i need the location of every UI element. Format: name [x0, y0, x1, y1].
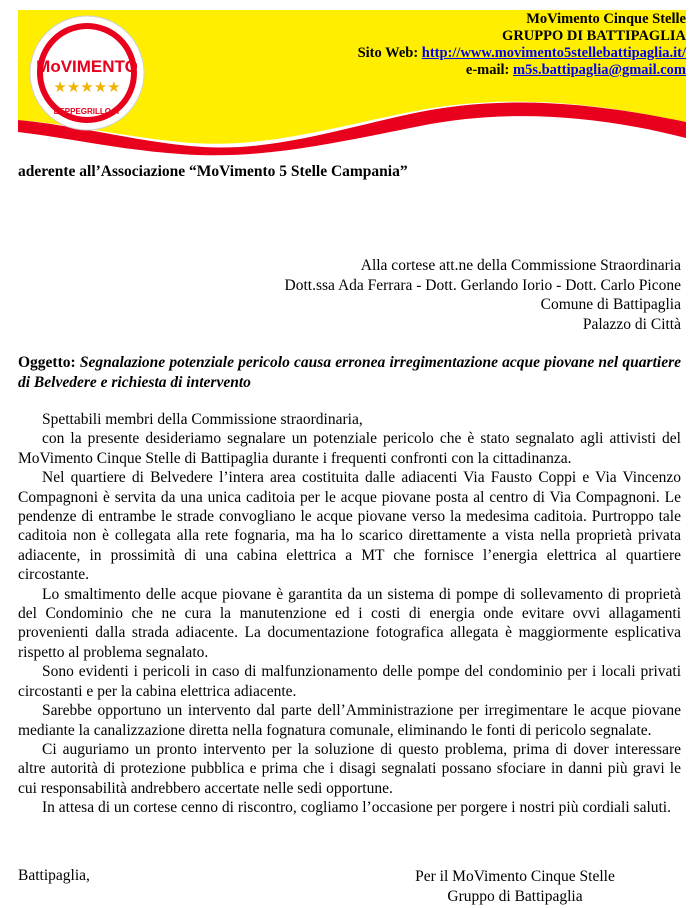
logo-text: MoVIMENTO	[36, 57, 138, 76]
website-label: Sito Web:	[357, 45, 419, 61]
email-row	[358, 62, 686, 79]
subject-text: Segnalazione potenziale pericolo causa erronea irregimentazione acque piovane nel quartiere di Belvedere e richiesta di intervento	[18, 354, 681, 391]
recipient-line: Comune di Battipaglia	[540, 296, 681, 313]
association-line: aderente all’Associazione “MoVimento 5 Stelle Campania”	[18, 163, 408, 180]
m5s-logo	[28, 14, 146, 132]
signature-line: Per il MoVimento Cinque Stelle	[415, 868, 615, 885]
website-row	[358, 45, 686, 62]
body-paragraph: Sarebbe opportuno un intervento dal parte dell’Amministrazione per irregimentare le acque piovane mediante la canalizzazione diretta nella fognatura comunale, eliminando le fonti di pericolo segnalate.	[18, 702, 681, 739]
website-link[interactable]: http://www.movimento5stellebattipaglia.it/	[421, 45, 686, 61]
subject-block	[18, 353, 681, 392]
subject-label: Oggetto:	[18, 354, 76, 371]
email-link[interactable]: m5s.battipaglia@gmail.com	[513, 62, 686, 78]
recipient-line: Alla cortese att.ne della Commissione Straordinaria	[360, 257, 681, 274]
group-name: GRUPPO DI BATTIPAGLIA	[502, 28, 686, 44]
recipient-line: Palazzo di Città	[582, 315, 681, 333]
body-paragraph: Sono evidenti i pericoli in caso di malfunzionamento delle pompe del condominio per i locali privati circostanti e per la cabina elettrica adiacente.	[18, 663, 681, 700]
org-name: MoVimento Cinque Stelle	[526, 11, 686, 27]
signature-line: Gruppo di Battipaglia	[447, 887, 583, 905]
closing-place: Battipaglia,	[18, 867, 90, 884]
body-paragraph: con la presente desideriamo segnalare un potenziale pericolo che è stato segnalato agli attivisti del MoVimento Cinque Stelle di Battipaglia durante i frequenti confronti con la cittadinanza.	[18, 430, 681, 467]
logo-subtext: BEPPEGRILLO.IT	[53, 107, 121, 116]
logo-stars: ★★★★★	[53, 80, 121, 96]
body-paragraph: In attesa di un cortese cenno di riscontro, cogliamo l’occasione per porgere i nostri più cordiali saluti.	[42, 799, 671, 817]
body-paragraph: Nel quartiere di Belvedere l’intera area costituita dalle adiacenti Via Fausto Coppi e Via Vincenzo Compagnoni è servita da una unica caditoia per le acque piovane posta al centro di Via Compagnoni. Le pendenze di entrambe le strade convogliano le acque piovane verso la medesima caditoia. Purtroppo tale caditoia non è collegata alla rete fognaria, ma ha lo scarico direttamente a vista nella proprietà privata adiacente, in prossimità di una cabina elettrica a MT che fornisce l’energia elettrica al quartiere circostante.	[18, 469, 681, 584]
letter-body	[18, 410, 681, 818]
recipient-line: Dott.ssa Ada Ferrara - Dott. Gerlando Iorio - Dott. Carlo Picone	[284, 276, 681, 294]
body-paragraph: Ci auguriamo un pronto intervento per la soluzione di questo problema, prima di dover interessare altre autorità di protezione pubblica e prima che i disagi segnalati possano sfociare in danni più gravi le cui responsabilità andrebbero accertate nelle sedi opportune.	[18, 740, 681, 797]
email-label: e-mail:	[465, 62, 510, 78]
letterhead	[0, 0, 699, 160]
body-paragraph: Spettabili membri della Commissione straordinaria,	[42, 411, 363, 428]
body-paragraph: Lo smaltimento delle acque piovane è garantita da un sistema di pompe di sollevamento di proprietà del Condominio che ne cura la manutenzione ed i costi di energia onde evitare ovvi allagamenti provenienti dalla strada adiacente. La documentazione fotografica allegata è maggiormente esplicativa rispetto al problema segnalato.	[18, 585, 681, 661]
recipient-block	[285, 256, 681, 334]
signature-block	[410, 867, 620, 906]
letterhead-contact	[358, 11, 686, 79]
